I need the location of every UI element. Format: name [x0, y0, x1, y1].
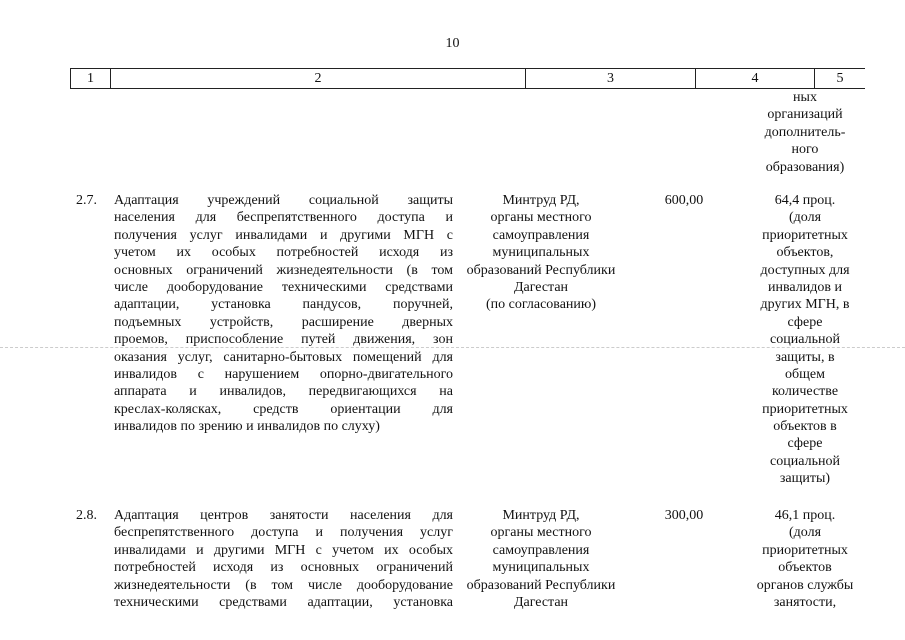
- continuation-indicator: ных организаций дополнитель- ного образования): [764, 90, 846, 175]
- row-description: Адаптация центров занятости населения для беспрепятственного доступа и получения услуг инвалидами и другими МГН с учетом их особых потребностей исходя из основных ограничений жизнедеятельности (в том числе дооборудование техническими средствами адаптации, установка: [114, 508, 453, 610]
- header-col-3: 3: [525, 69, 695, 88]
- row-executor: Минтруд РД, органы местного самоуправления муниципальных образований Республики Дагестан (по согласованию): [466, 193, 616, 313]
- header-col-4: 4: [695, 69, 814, 88]
- page-number: 10: [445, 36, 460, 51]
- header-col-2: 2: [110, 69, 525, 88]
- row-amount: 300,00: [664, 508, 704, 523]
- row-number: 2.7.: [76, 193, 97, 208]
- row-description: Адаптация учреждений социальной защиты населения для беспрепятственного доступа и получения услуг инвалидами и другими МГН с учетом их особых потребностей исходя из основных ограничений жизнедеятельности (в том числе дооборудование техническими средствами адаптации, установка пандусов, поручней, подъемных устройств, расширение дверных проемов, приспособление путей движения, зон оказания услуг, санитарно-бытовых помещений для инвалидов с нарушением опорно-двигательного аппарата и инвалидов, передвигающихся на креслах-колясках, средств ориентации для инвалидов по зрению и инвалидов по слуху): [114, 193, 453, 435]
- row-amount: 600,00: [664, 193, 704, 208]
- row-indicator: 46,1 проц. (доля приоритетных объектов органов службы занятости,: [756, 508, 854, 610]
- row-number: 2.8.: [76, 508, 97, 523]
- header-col-1: 1: [70, 69, 110, 88]
- row-executor: Минтруд РД, органы местного самоуправления муниципальных образований Республики Дагестан: [466, 508, 616, 610]
- row-indicator: 64,4 проц. (доля приоритетных объектов, доступных для инвалидов и других МГН, в сфере социальной защиты, в общем количестве приоритетных объектов в сфере социальной защиты): [760, 193, 850, 487]
- table-header-row: [70, 68, 865, 89]
- header-col-5: 5: [814, 69, 865, 88]
